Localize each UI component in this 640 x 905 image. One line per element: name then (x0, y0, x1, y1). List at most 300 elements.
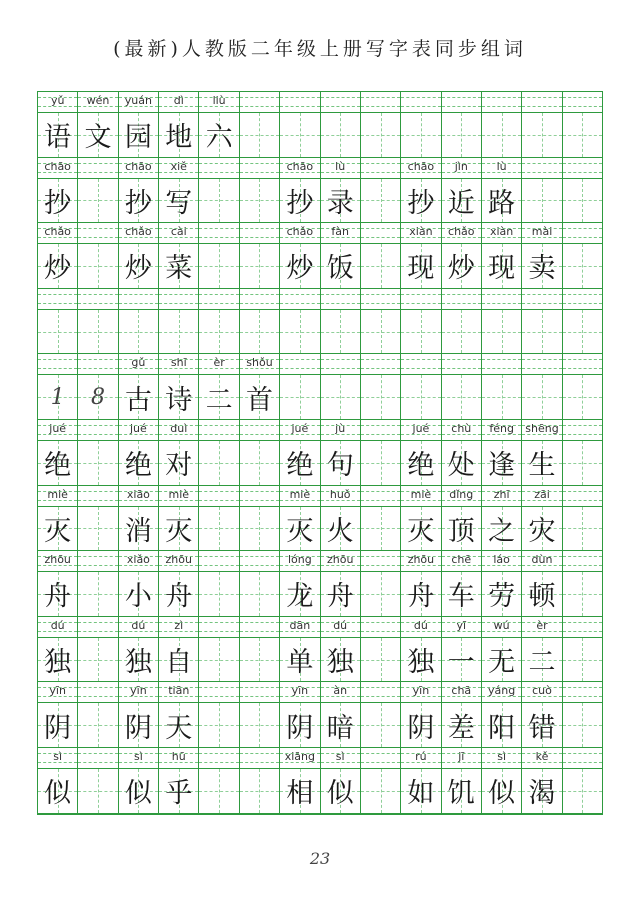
hanzi-cell (442, 244, 482, 289)
writing-grid (37, 91, 603, 815)
pinyin-cell (321, 551, 361, 572)
pinyin-text: láo (493, 553, 510, 567)
hanzi-cell (78, 179, 118, 224)
pinyin-cell (321, 289, 361, 310)
hanzi-cell (38, 244, 78, 289)
hanzi-char (240, 638, 279, 682)
pinyin-cell (401, 551, 441, 572)
hanzi-cell (361, 769, 401, 814)
hanzi-char (401, 113, 440, 157)
pinyin-cell (78, 486, 118, 507)
pinyin-cell (442, 486, 482, 507)
pinyin-row (38, 682, 602, 703)
hanzi-cell (361, 572, 401, 617)
hanzi-char (199, 507, 238, 551)
hanzi-char (563, 638, 602, 682)
pinyin-text: duì (170, 421, 188, 435)
pinyin-cell (563, 289, 602, 310)
hanzi-cell (522, 572, 562, 617)
pinyin-text: jué (412, 421, 430, 435)
pinyin-cell (240, 158, 280, 179)
pinyin-cell (361, 223, 401, 244)
hanzi-char: 单 (286, 647, 314, 679)
pinyin-cell (199, 158, 239, 179)
pinyin-cell (38, 354, 78, 375)
hanzi-char: 菜 (165, 253, 193, 285)
pinyin-cell (199, 551, 239, 572)
hanzi-cell (522, 310, 562, 355)
hanzi-char: 独 (124, 647, 152, 679)
hanzi-row (38, 113, 602, 158)
pinyin-text: chǎo (44, 225, 71, 239)
pinyin-cell (199, 289, 239, 310)
pinyin-text: xiāo (126, 487, 150, 501)
hanzi-cell (199, 572, 239, 617)
hanzi-cell (78, 375, 118, 420)
hanzi-cell (321, 375, 361, 420)
hanzi-cell (280, 179, 320, 224)
hanzi-char: 阴 (44, 712, 72, 744)
pinyin-text: dān (289, 618, 311, 632)
pinyin-cell (240, 420, 280, 441)
hanzi-cell (482, 310, 522, 355)
hanzi-char (361, 375, 400, 419)
hanzi-cell (563, 703, 602, 748)
hanzi-cell (522, 375, 562, 420)
hanzi-char: 逢 (488, 450, 516, 482)
pinyin-text: zhōu (165, 553, 192, 567)
pinyin-text: xiāng (284, 749, 315, 763)
pinyin-text: yǔ (50, 94, 65, 107)
pinyin-text: dú (333, 618, 348, 632)
hanzi-cell (280, 572, 320, 617)
hanzi-cell (522, 113, 562, 158)
pinyin-cell (199, 354, 239, 375)
hanzi-cell (361, 375, 401, 420)
hanzi-cell (38, 179, 78, 224)
hanzi-cell (240, 179, 280, 224)
pinyin-cell (482, 748, 522, 769)
pinyin-cell (78, 617, 118, 638)
hanzi-char (563, 441, 602, 485)
pinyin-cell (78, 551, 118, 572)
hanzi-cell (442, 572, 482, 617)
hanzi-char: 舟 (407, 581, 435, 613)
pinyin-cell (361, 354, 401, 375)
pinyin-text: dǐng (449, 487, 474, 501)
hanzi-cell (280, 441, 320, 486)
hanzi-char: 灭 (165, 515, 193, 547)
hanzi-char (361, 441, 400, 485)
hanzi-cell (280, 769, 320, 814)
hanzi-char: 顿 (528, 581, 556, 613)
pinyin-cell (159, 551, 199, 572)
hanzi-char (240, 769, 279, 813)
pinyin-text: yīn (291, 684, 309, 698)
hanzi-char: 处 (447, 450, 475, 482)
hanzi-row (38, 638, 602, 683)
pinyin-text: èr (536, 618, 548, 632)
hanzi-char: 炒 (44, 253, 72, 285)
pinyin-text: chāo (407, 159, 435, 173)
pinyin-cell (199, 92, 239, 113)
pinyin-cell (401, 289, 441, 310)
pinyin-row (38, 486, 602, 507)
hanzi-char: 二 (205, 384, 233, 416)
pinyin-text: chā (451, 684, 472, 698)
hanzi-cell (361, 638, 401, 683)
hanzi-cell (563, 769, 602, 814)
hanzi-char: 渴 (528, 778, 556, 810)
hanzi-char (442, 113, 481, 157)
hanzi-char (199, 703, 238, 747)
pinyin-cell (522, 748, 562, 769)
hanzi-cell (159, 507, 199, 552)
hanzi-cell (442, 179, 482, 224)
pinyin-cell (522, 289, 562, 310)
pinyin-text: hū (171, 749, 186, 763)
hanzi-char: 独 (44, 647, 72, 679)
pinyin-text: jī (458, 749, 465, 763)
hanzi-char: 如 (407, 778, 435, 810)
pinyin-text: dùn (531, 553, 553, 567)
hanzi-cell (38, 703, 78, 748)
hanzi-cell (361, 310, 401, 355)
pinyin-cell (442, 223, 482, 244)
hanzi-char (563, 703, 602, 747)
pinyin-text: lù (335, 159, 346, 173)
pinyin-cell (361, 617, 401, 638)
hanzi-cell (442, 507, 482, 552)
hanzi-char (361, 179, 400, 223)
hanzi-cell (522, 769, 562, 814)
hanzi-char (522, 113, 561, 157)
hanzi-cell (563, 310, 602, 355)
pinyin-cell (482, 92, 522, 113)
hanzi-char (563, 507, 602, 551)
pinyin-text: shī (170, 356, 187, 370)
hanzi-char (563, 113, 602, 157)
pinyin-cell (522, 223, 562, 244)
pinyin-cell (442, 354, 482, 375)
hanzi-cell (159, 769, 199, 814)
pinyin-text: chāo (44, 159, 71, 173)
hanzi-cell (240, 113, 280, 158)
hanzi-cell (563, 507, 602, 552)
hanzi-cell (240, 507, 280, 552)
pinyin-text: huǒ (329, 487, 351, 501)
hanzi-char: 绝 (44, 450, 72, 482)
pinyin-cell (522, 92, 562, 113)
hanzi-char (199, 441, 238, 485)
pinyin-cell (159, 92, 199, 113)
hanzi-cell (522, 638, 562, 683)
hanzi-char: 劳 (488, 581, 516, 613)
pinyin-text: chē (451, 553, 472, 567)
hanzi-char (321, 113, 360, 157)
hanzi-char (78, 179, 117, 223)
hanzi-cell (119, 572, 159, 617)
hanzi-cell (159, 244, 199, 289)
pinyin-text: chāo (125, 159, 152, 173)
pinyin-row (38, 289, 602, 310)
hanzi-char (563, 244, 602, 288)
hanzi-char: 似 (124, 778, 152, 810)
hanzi-char: 顶 (447, 515, 475, 547)
pinyin-cell (199, 486, 239, 507)
hanzi-char: 灭 (407, 515, 435, 547)
page-title: (最新)人教版二年级上册写字表同步组词 (113, 38, 527, 60)
hanzi-char (38, 310, 77, 354)
hanzi-cell (401, 310, 441, 355)
hanzi-char: 园 (124, 122, 152, 154)
pinyin-cell (159, 223, 199, 244)
pinyin-text: tiān (168, 684, 190, 698)
hanzi-char: 灾 (528, 515, 556, 547)
pinyin-cell (280, 420, 320, 441)
hanzi-char: 首 (245, 384, 273, 416)
pinyin-cell (119, 682, 159, 703)
pinyin-cell (159, 486, 199, 507)
pinyin-text: cài (170, 225, 187, 239)
hanzi-row (38, 703, 602, 748)
hanzi-char (321, 310, 360, 354)
pinyin-cell (401, 486, 441, 507)
pinyin-text: chǎo (125, 225, 152, 239)
hanzi-cell (159, 375, 199, 420)
pinyin-row (38, 158, 602, 179)
hanzi-cell (482, 703, 522, 748)
hanzi-char: 卖 (528, 253, 556, 285)
pinyin-cell (159, 748, 199, 769)
hanzi-cell (78, 638, 118, 683)
hanzi-cell (321, 113, 361, 158)
pinyin-text: miè (47, 487, 68, 501)
pinyin-cell (361, 420, 401, 441)
hanzi-cell (78, 113, 118, 158)
pinyin-cell (442, 748, 482, 769)
hanzi-cell (321, 310, 361, 355)
pinyin-text: yī (456, 618, 467, 632)
pinyin-cell (240, 223, 280, 244)
pinyin-cell (240, 551, 280, 572)
hanzi-cell (38, 638, 78, 683)
hanzi-cell (361, 244, 401, 289)
hanzi-cell (78, 507, 118, 552)
pinyin-text: zhī (493, 487, 510, 501)
pinyin-text: lù (496, 159, 507, 173)
pinyin-cell (119, 158, 159, 179)
pinyin-cell (563, 92, 602, 113)
hanzi-cell (280, 703, 320, 748)
pinyin-text: chāo (286, 159, 314, 173)
pinyin-text: zì (174, 618, 184, 632)
pinyin-cell (361, 748, 401, 769)
hanzi-cell (119, 113, 159, 158)
hanzi-char (280, 310, 319, 354)
hanzi-char (361, 507, 400, 551)
hanzi-char: 诗 (165, 384, 193, 416)
pinyin-text: chǎo (286, 225, 314, 239)
pinyin-cell (240, 289, 280, 310)
hanzi-cell (321, 638, 361, 683)
pinyin-cell (240, 617, 280, 638)
hanzi-cell (240, 244, 280, 289)
hanzi-cell (482, 572, 522, 617)
lesson-number: 1 (50, 384, 65, 410)
hanzi-char (482, 310, 521, 354)
hanzi-char: 似 (44, 778, 72, 810)
pinyin-cell (119, 420, 159, 441)
hanzi-cell (482, 638, 522, 683)
hanzi-char: 阴 (407, 712, 435, 744)
hanzi-cell (401, 507, 441, 552)
pinyin-cell (119, 551, 159, 572)
pinyin-row (38, 354, 602, 375)
hanzi-cell (280, 507, 320, 552)
pinyin-row (38, 420, 602, 441)
hanzi-cell (361, 507, 401, 552)
hanzi-cell (563, 244, 602, 289)
pinyin-cell (563, 617, 602, 638)
hanzi-cell (442, 375, 482, 420)
hanzi-char: 舟 (326, 581, 354, 613)
pinyin-cell (240, 92, 280, 113)
pinyin-cell (563, 354, 602, 375)
hanzi-char (199, 572, 238, 616)
hanzi-char (78, 769, 117, 813)
hanzi-cell (159, 441, 199, 486)
hanzi-row (38, 310, 602, 355)
hanzi-char: 小 (124, 581, 152, 613)
pinyin-text: wén (86, 94, 110, 107)
pinyin-text: mài (531, 225, 553, 239)
hanzi-char: 舟 (165, 581, 193, 613)
hanzi-char: 一 (447, 647, 475, 679)
hanzi-char (482, 113, 521, 157)
hanzi-char (78, 507, 117, 551)
hanzi-cell (563, 375, 602, 420)
hanzi-char (522, 310, 561, 354)
hanzi-char (442, 375, 481, 419)
pinyin-cell (522, 486, 562, 507)
hanzi-char (401, 375, 440, 419)
hanzi-char: 独 (407, 647, 435, 679)
pinyin-cell (240, 354, 280, 375)
hanzi-char: 似 (326, 778, 354, 810)
hanzi-char (361, 638, 400, 682)
pinyin-cell (361, 682, 401, 703)
hanzi-char (401, 310, 440, 354)
hanzi-char: 录 (326, 187, 354, 219)
hanzi-cell (38, 507, 78, 552)
pinyin-text: fàn (331, 225, 349, 239)
pinyin-text: sì (497, 749, 507, 763)
pinyin-text: jìn (454, 159, 468, 173)
pinyin-cell (482, 289, 522, 310)
hanzi-cell (401, 638, 441, 683)
hanzi-cell (361, 441, 401, 486)
hanzi-char (240, 244, 279, 288)
hanzi-char: 舟 (44, 581, 72, 613)
hanzi-char (522, 375, 561, 419)
hanzi-cell (442, 703, 482, 748)
hanzi-row (38, 572, 602, 617)
hanzi-cell (401, 244, 441, 289)
hanzi-char: 现 (488, 253, 516, 285)
hanzi-char: 文 (84, 122, 112, 154)
pinyin-cell (401, 354, 441, 375)
hanzi-cell (482, 244, 522, 289)
hanzi-cell (401, 769, 441, 814)
pinyin-cell (159, 682, 199, 703)
hanzi-cell (522, 244, 562, 289)
pinyin-text: dú (50, 618, 65, 632)
pinyin-text: jué (291, 421, 309, 435)
pinyin-cell (240, 748, 280, 769)
hanzi-cell (199, 638, 239, 683)
hanzi-char (199, 179, 238, 223)
hanzi-char: 独 (326, 647, 354, 679)
hanzi-char: 差 (447, 712, 475, 744)
hanzi-char (240, 310, 279, 354)
pinyin-text: jué (49, 421, 67, 435)
hanzi-cell (401, 179, 441, 224)
hanzi-cell (78, 441, 118, 486)
pinyin-cell (119, 617, 159, 638)
pinyin-text: yīn (130, 684, 147, 698)
pinyin-cell (361, 158, 401, 179)
pinyin-text: liù (212, 94, 226, 107)
hanzi-cell (119, 638, 159, 683)
pinyin-cell (401, 617, 441, 638)
hanzi-char (78, 244, 117, 288)
pinyin-text: zhōu (407, 553, 435, 567)
hanzi-cell (401, 441, 441, 486)
pinyin-text: jù (335, 421, 346, 435)
hanzi-cell (280, 638, 320, 683)
hanzi-char: 无 (488, 647, 516, 679)
pinyin-text: chǎo (448, 225, 475, 239)
hanzi-char (199, 244, 238, 288)
hanzi-cell (522, 507, 562, 552)
hanzi-char: 自 (165, 647, 193, 679)
hanzi-cell (240, 572, 280, 617)
hanzi-cell (119, 179, 159, 224)
pinyin-cell (442, 289, 482, 310)
pinyin-text: shǒu (246, 356, 273, 370)
pinyin-cell (401, 748, 441, 769)
pinyin-cell (563, 748, 602, 769)
pinyin-text: zhōu (326, 553, 354, 567)
hanzi-char: 语 (44, 122, 72, 154)
hanzi-char: 暗 (326, 712, 354, 744)
pinyin-cell (159, 617, 199, 638)
pinyin-cell (199, 617, 239, 638)
hanzi-char: 抄 (124, 187, 152, 219)
pinyin-text: miè (289, 487, 311, 501)
hanzi-cell (119, 310, 159, 355)
hanzi-cell (78, 703, 118, 748)
page-number: 23 (309, 849, 331, 868)
pinyin-cell (522, 617, 562, 638)
pinyin-cell (280, 223, 320, 244)
hanzi-char (78, 310, 117, 354)
pinyin-cell (240, 682, 280, 703)
pinyin-text: cuò (532, 684, 552, 698)
pinyin-text: féng (489, 421, 514, 435)
hanzi-cell (119, 244, 159, 289)
